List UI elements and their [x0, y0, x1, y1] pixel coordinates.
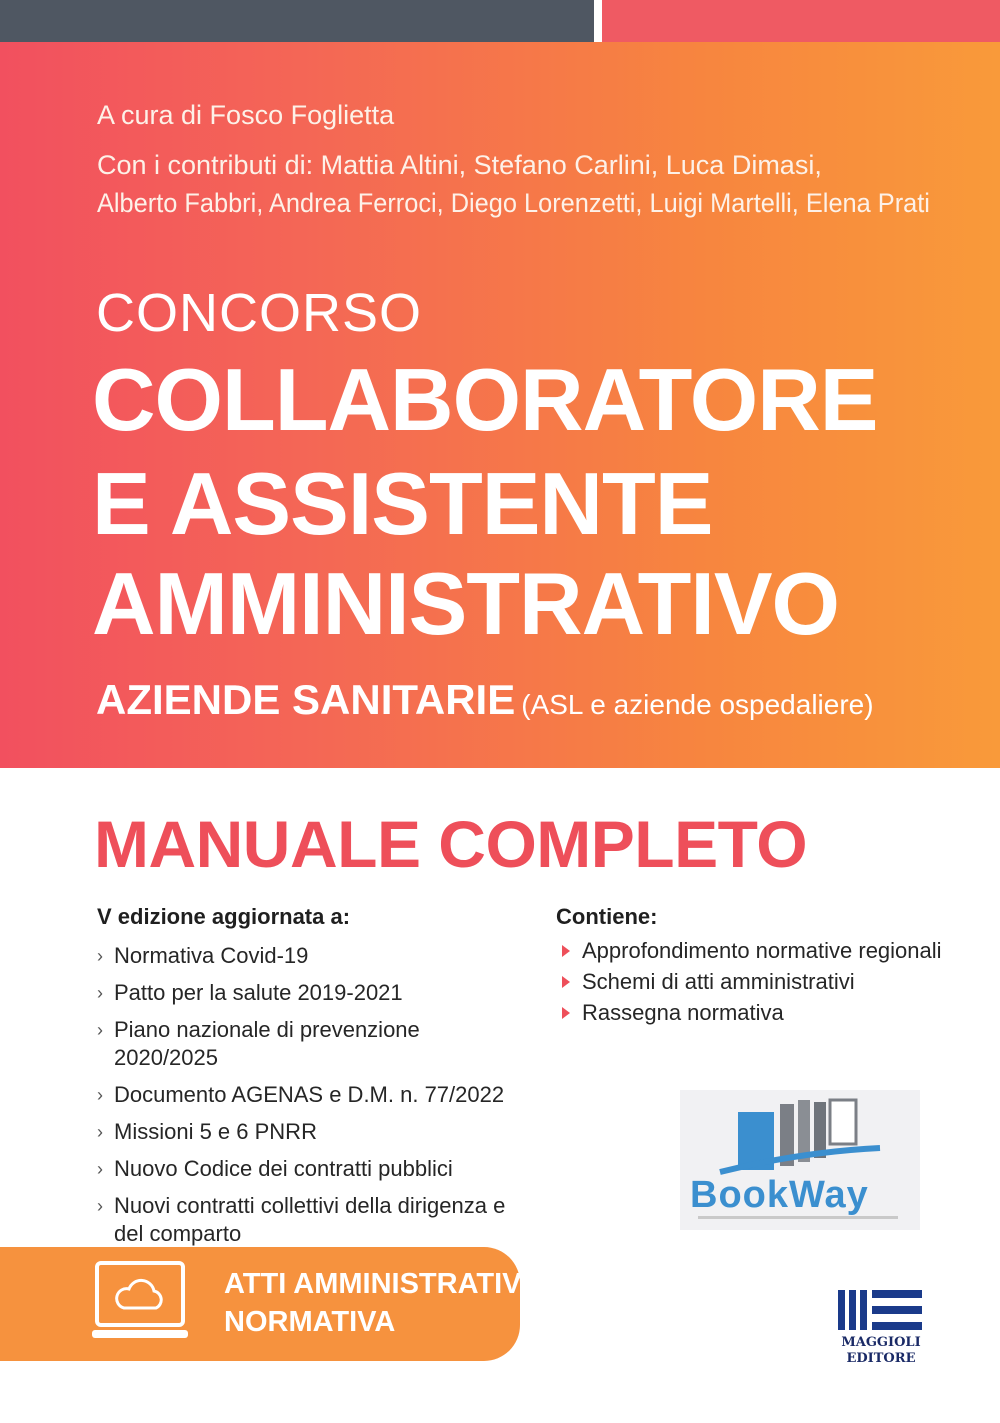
edition-list	[97, 942, 507, 1257]
contiene-item: Rassegna normativa	[562, 999, 942, 1027]
contributors-line-1: Con i contributi di: Mattia Altini, Stefano Carlini, Luca Dimasi,	[97, 150, 822, 180]
contributors-line-2: Alberto Fabbri, Andrea Ferroci, Diego Lorenzetti, Luigi Martelli, Elena Prati	[97, 188, 930, 218]
edition-item: › Documento AGENAS e D.M. n. 77/2022	[97, 1082, 505, 1107]
bookway-books-icon	[680, 1090, 920, 1180]
chevron-right-icon: ›	[97, 1122, 103, 1142]
chevron-right-icon: ›	[97, 946, 103, 966]
contiene-list	[562, 937, 942, 1030]
edition-item: › Patto per la salute 2019-2021	[97, 980, 403, 1005]
edition-heading: V edizione aggiornata a:	[97, 904, 351, 929]
title-line-3: AMMINISTRATIVO	[92, 554, 839, 653]
laptop-cloud-icon	[92, 1260, 192, 1346]
top-bar-red	[602, 0, 1000, 42]
atti-line-1: ATTI AMMINISTRATIVI	[224, 1268, 530, 1300]
editor-credit: A cura di Fosco Foglietta	[97, 100, 395, 130]
chevron-right-icon: ›	[97, 983, 103, 1003]
edition-item: › Missioni 5 e 6 PNRR	[97, 1119, 317, 1144]
chevron-right-icon: ›	[97, 1196, 103, 1216]
edition-item: › Piano nazionale di prevenzione 2020/2025	[97, 1017, 420, 1070]
bookway-wordmark: BookWay	[690, 1174, 869, 1216]
triangle-right-icon	[562, 976, 570, 988]
publisher-line-1: MAGGIOLI	[841, 1335, 921, 1350]
title-line-2: E ASSISTENTE	[92, 454, 713, 553]
contiene-item: Approfondimento normative regionali	[562, 937, 942, 965]
subtitle-bold: AZIENDE SANITARIE	[96, 676, 516, 723]
triangle-right-icon	[562, 945, 570, 957]
publisher-line-2: EDITORE	[846, 1351, 916, 1366]
chevron-right-icon: ›	[97, 1159, 103, 1179]
edition-item: › Normativa Covid-19	[97, 943, 309, 968]
chevron-right-icon: ›	[97, 1085, 103, 1105]
edition-item: › Nuovo Codice dei contratti pubblici	[97, 1156, 453, 1181]
edition-item: › Nuovi contratti collettivi della dirigenza e del comparto	[97, 1193, 506, 1246]
concorso-label: CONCORSO	[96, 283, 423, 343]
atti-line-2: NORMATIVA	[224, 1306, 396, 1338]
triangle-right-icon	[562, 1007, 570, 1019]
manuale-completo-heading: MANUALE COMPLETO	[94, 807, 808, 881]
title-line-1: COLLABORATORE	[92, 350, 878, 449]
chevron-right-icon: ›	[97, 1020, 103, 1040]
contiene-item: Schemi di atti amministrativi	[562, 968, 942, 996]
maggioli-logo-icon	[834, 1286, 926, 1334]
bookway-tagline-bar	[698, 1216, 898, 1219]
subtitle	[96, 676, 874, 724]
subtitle-light: (ASL e aziende ospedaliere)	[521, 689, 874, 720]
contiene-heading: Contiene:	[556, 904, 658, 929]
bookway-logo	[680, 1090, 920, 1230]
atti-label	[224, 1265, 530, 1341]
top-bar-dark	[0, 0, 594, 42]
publisher-caption	[836, 1335, 926, 1367]
